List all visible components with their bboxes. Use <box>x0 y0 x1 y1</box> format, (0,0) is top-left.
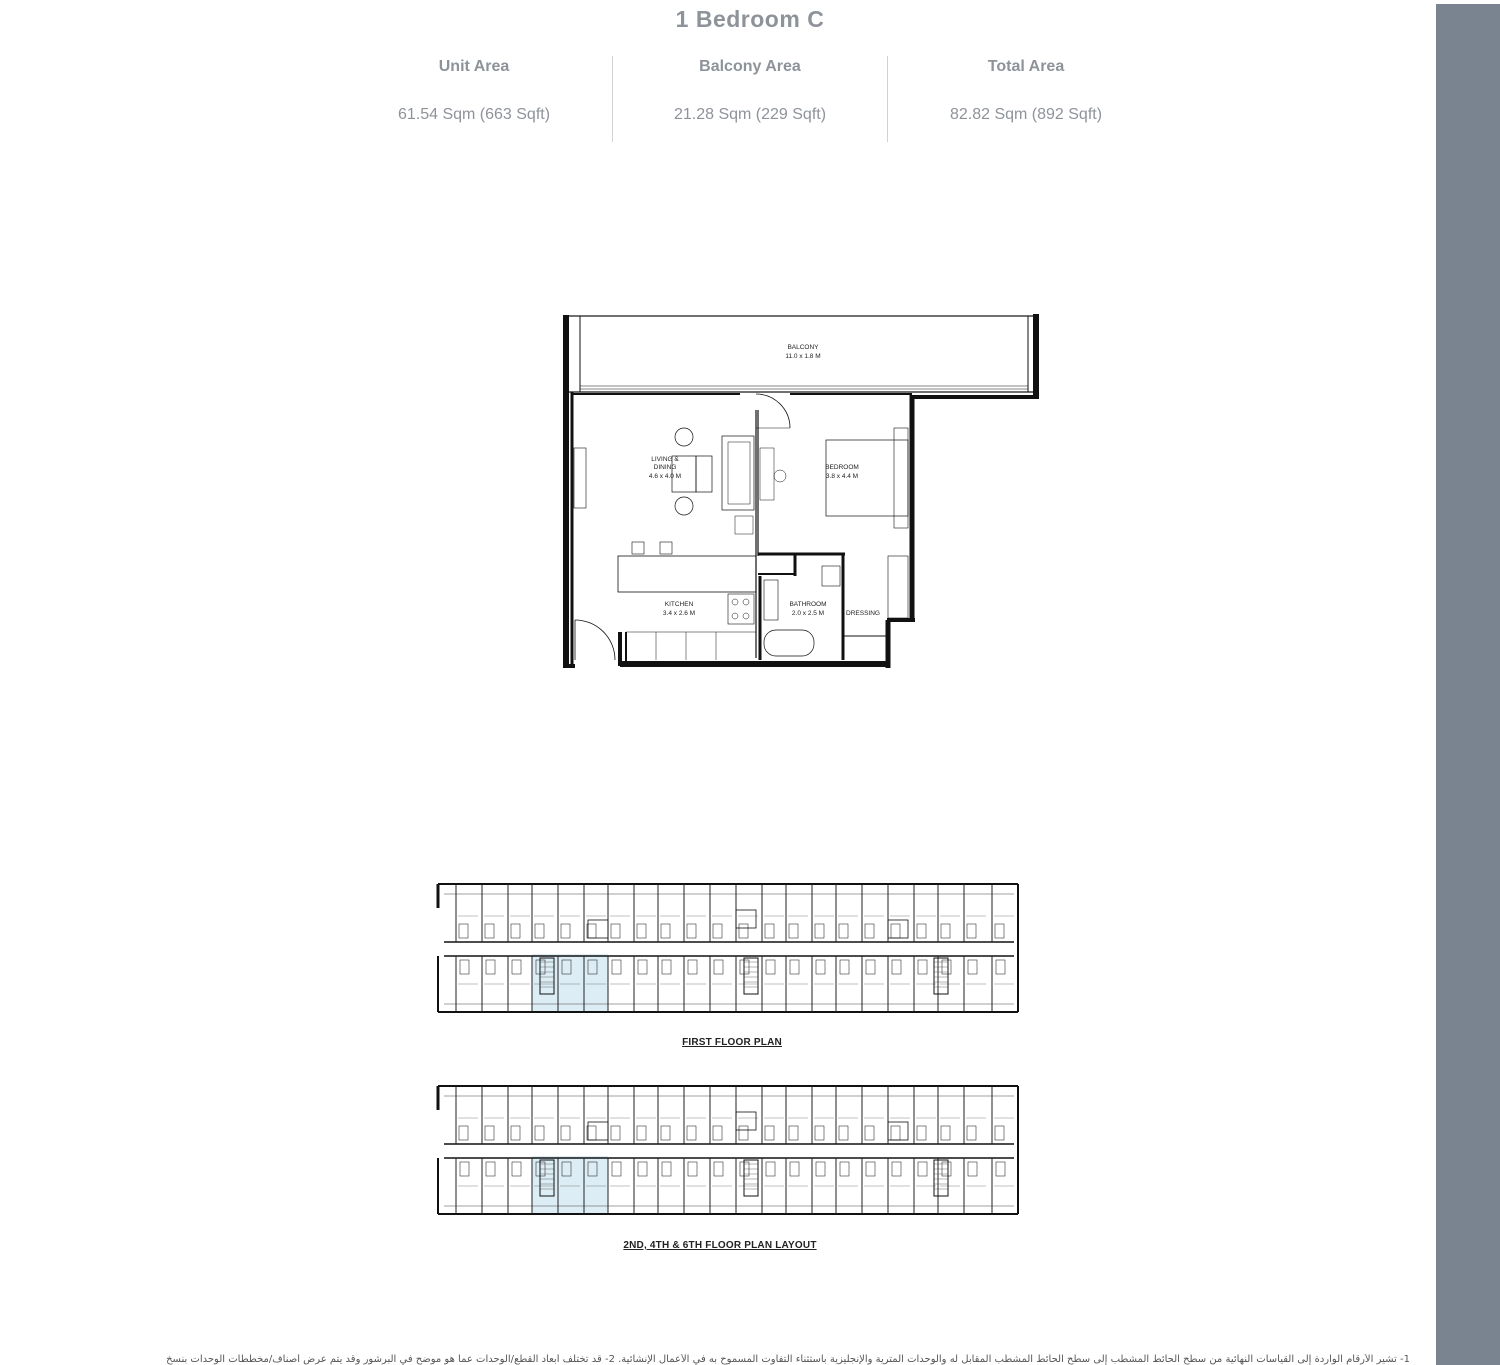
bedroom-label: BEDROOM <box>825 464 859 471</box>
bathroom-size: 2.0 x 2.5 M <box>791 610 825 617</box>
stat-value: 21.28 Sqm (229 Sqft) <box>673 106 827 123</box>
stat-label: Balcony Area <box>699 58 801 75</box>
kitchen-size: 3.4 x 2.6 M <box>662 610 696 617</box>
kitchen-label: KITCHEN <box>664 601 694 608</box>
first-floor-building-plan <box>436 880 1020 1016</box>
footnote: 1- تشير الأرقام الواردة إلى القياسات النهائية من سطح الحائط المشطب إلى سطح الحائط المشطب المقابل له والوحدات المترية والإنجليزية باستثناء التفاوت المسموح به في الأعمال الإنشائية. 2- قد تختلف أبعاد القطع/الوحدات عما هو موضح في البرشور وقد يتم عرض أصناف/مخططات الوحدات بنسخ <box>166 1354 1410 1365</box>
typical-floor-building-plan <box>436 1082 1020 1218</box>
bedroom-size: 3.8 x 4.4 M <box>825 473 859 480</box>
page-title: 1 Bedroom C <box>675 6 825 32</box>
living-label-1: LIVING & <box>651 456 679 463</box>
typical-floor-caption: 2ND, 4TH & 6TH FLOOR PLAN LAYOUT <box>623 1240 817 1251</box>
stat-value: 82.82 Sqm (892 Sqft) <box>949 106 1103 123</box>
living-label-2: DINING <box>653 464 677 471</box>
highlighted-unit <box>532 954 608 1012</box>
balcony-label: BALCONY <box>787 344 819 351</box>
dressing-label: DRESSING <box>846 610 880 617</box>
living-size: 4.6 x 4.0 M <box>648 473 682 480</box>
stat-label: Total Area <box>987 58 1065 75</box>
stat-value: 61.54 Sqm (663 Sqft) <box>397 106 551 123</box>
highlighted-unit <box>532 1156 608 1214</box>
balcony-size: 11.0 x 1.8 M <box>785 353 821 360</box>
stat-label: Unit Area <box>438 58 510 75</box>
first-floor-caption: FIRST FLOOR PLAN <box>682 1037 782 1048</box>
bathroom-label: BATHROOM <box>789 601 827 608</box>
